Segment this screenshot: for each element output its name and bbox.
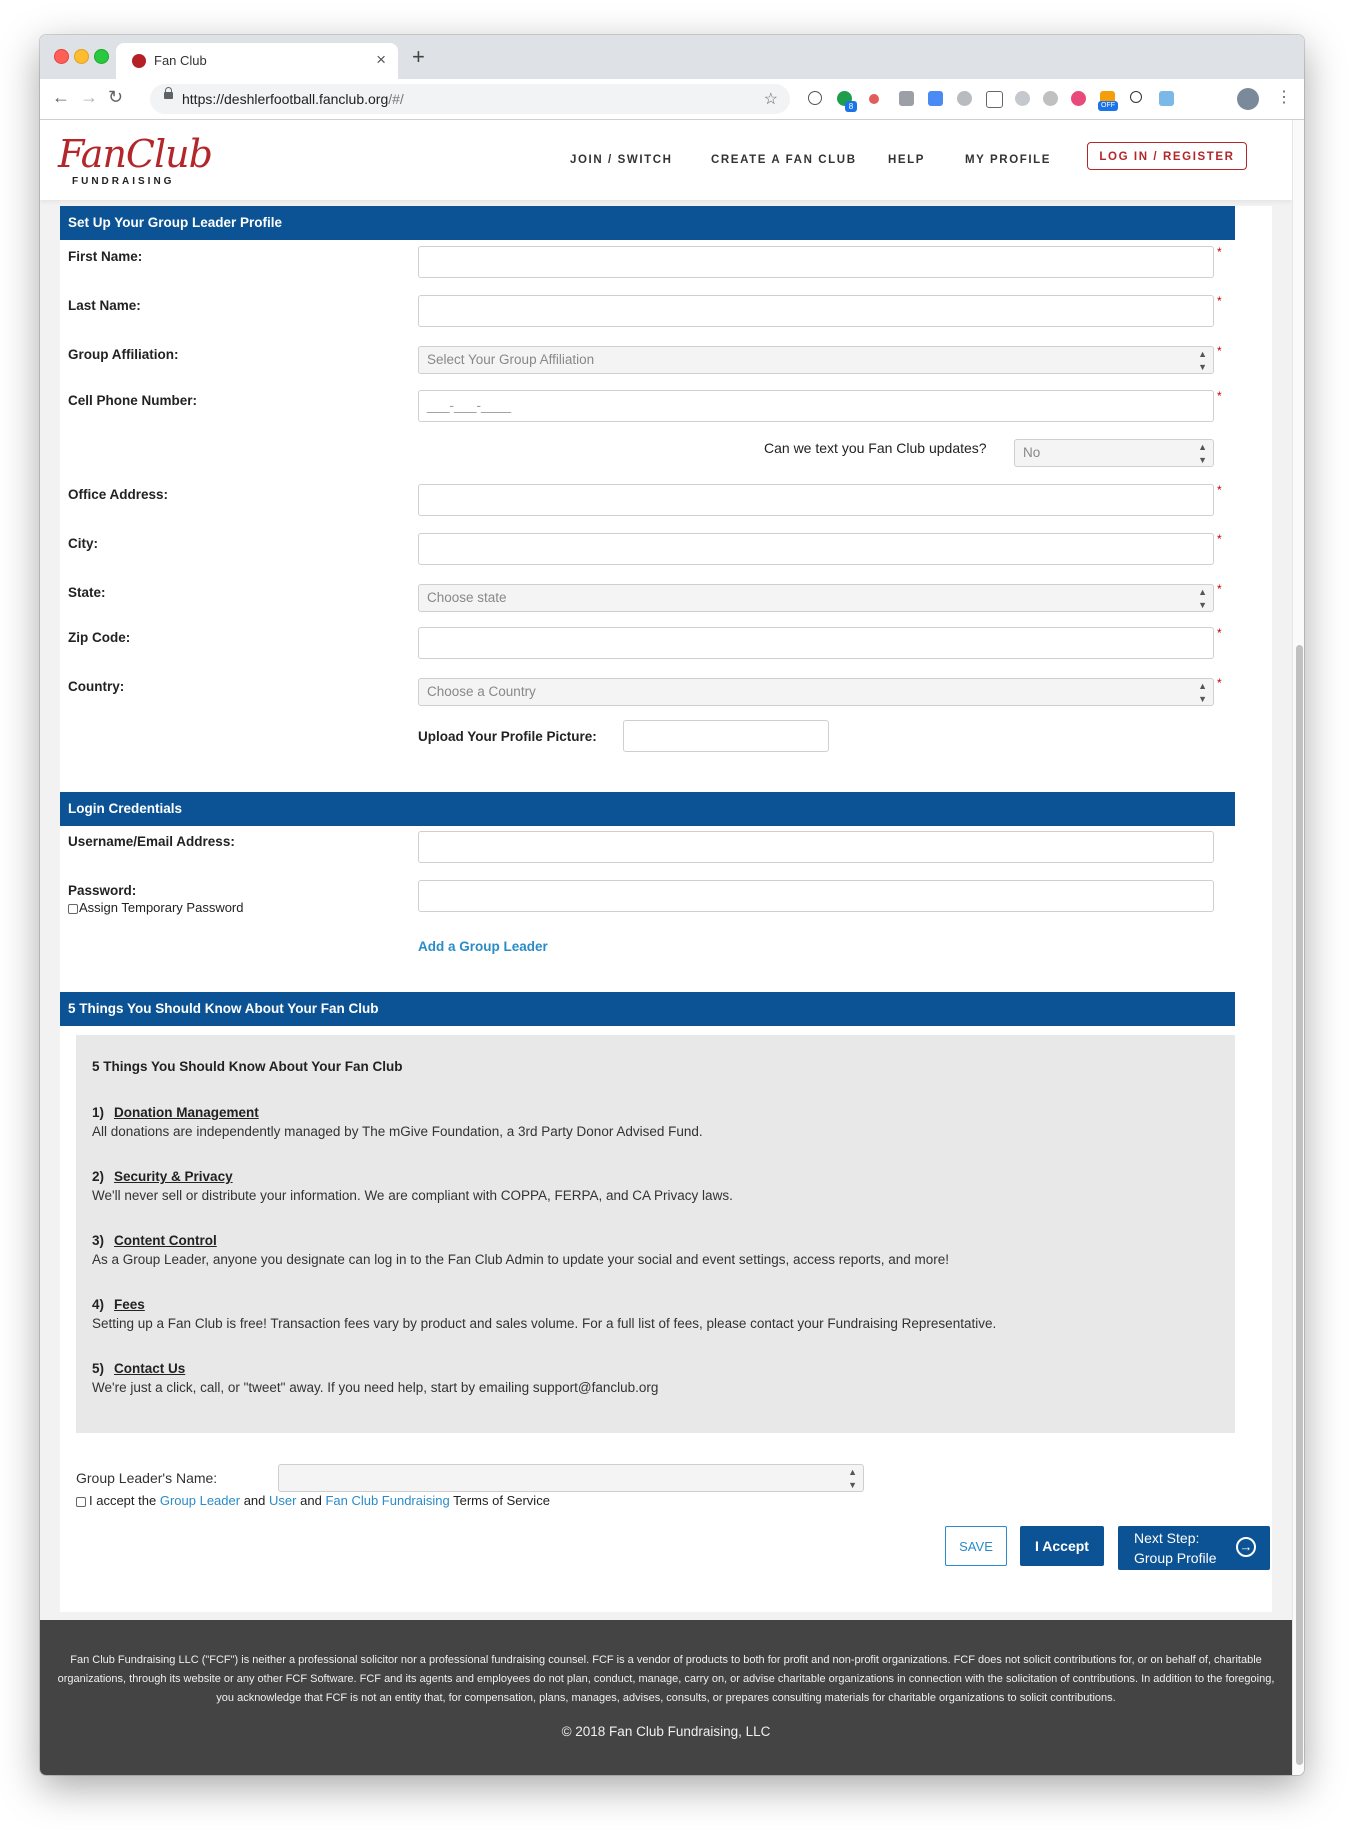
profile-section-header: Set Up Your Group Leader Profile [60, 206, 1235, 240]
maximize-window-button[interactable] [94, 49, 109, 64]
item-fees-body: Setting up a Fan Club is free! Transaction fees vary by product and sales volume. For a full list of fees, please contact your Fundraising Representative. [92, 1316, 997, 1331]
save-button[interactable]: SAVE [945, 1526, 1007, 1566]
cell-phone-label: Cell Phone Number: [68, 393, 198, 408]
skype-extension-icon[interactable] [1015, 91, 1030, 106]
required-mark: * [1217, 582, 1222, 596]
required-mark: * [1217, 245, 1222, 259]
zip-code-input[interactable] [418, 627, 1214, 659]
info-extension-icon[interactable] [808, 91, 822, 105]
browser-tab[interactable] [116, 43, 398, 79]
chrome-menu-icon[interactable]: ⋮ [1276, 89, 1292, 106]
lock-icon [164, 92, 173, 99]
url-path: /#/ [388, 91, 404, 107]
required-mark: * [1217, 344, 1222, 358]
things-info-box [76, 1035, 1235, 1433]
url-host: https://deshlerfootball.fanclub.org [182, 91, 389, 107]
country-select[interactable] [418, 678, 1214, 706]
required-mark: * [1217, 532, 1222, 546]
cell-phone-input[interactable]: ___-___-____ [418, 390, 1214, 422]
g-extension-icon[interactable] [899, 91, 914, 106]
fanclub-favicon-icon [132, 54, 146, 68]
new-tab-button[interactable]: + [412, 44, 425, 69]
last-name-label: Last Name: [68, 298, 141, 313]
asana-extension-icon[interactable] [869, 94, 879, 104]
tab-title: Fan Club [154, 53, 207, 68]
item-donation-body: All donations are independently managed by The mGive Foundation, a 3rd Party Donor Advised Fund. [92, 1124, 703, 1139]
forward-arrow-icon[interactable]: → [80, 87, 98, 107]
next-step-line2: Group Profile [1134, 1550, 1217, 1566]
site-footer [40, 1620, 1292, 1775]
ribbon-extension-icon[interactable] [1130, 91, 1142, 103]
close-tab-icon[interactable]: × [376, 50, 386, 69]
upload-picture-input[interactable] [623, 720, 829, 752]
drive-extension-icon[interactable] [957, 91, 972, 106]
state-select[interactable] [418, 584, 1214, 612]
select-arrows-icon: ▲ ▼ [848, 1467, 857, 1490]
text-updates-select[interactable] [1014, 439, 1214, 467]
username-label: Username/Email Address: [68, 834, 235, 849]
password-input[interactable] [418, 880, 1214, 912]
fcf-terms-link[interactable]: Fan Club Fundraising [325, 1493, 450, 1508]
scrollbar-thumb[interactable] [1296, 645, 1303, 1765]
nav-help[interactable]: HELP [888, 154, 926, 166]
first-name-input[interactable] [418, 246, 1214, 278]
leader-name-label: Group Leader's Name: [76, 1470, 218, 1486]
form-page [60, 206, 1272, 1612]
group-leader-terms-link[interactable]: Group Leader [159, 1493, 241, 1508]
profile-avatar-icon[interactable] [1237, 88, 1259, 110]
item-security-heading: 2) Security & Privacy [92, 1169, 233, 1184]
first-name-label: First Name: [68, 249, 143, 264]
office-address-input[interactable] [418, 484, 1214, 516]
required-mark: * [1217, 483, 1222, 497]
city-label: City: [68, 536, 98, 551]
state-placeholder: Choose state [427, 590, 507, 605]
footer-copyright: © 2018 Fan Club Fundraising, LLC [561, 1724, 771, 1739]
group-affiliation-label: Group Affiliation: [68, 347, 179, 362]
country-placeholder: Choose a Country [427, 684, 536, 699]
site-header [40, 120, 1292, 200]
item-fees-heading: 4) Fees [92, 1297, 145, 1312]
address-bar[interactable] [150, 84, 790, 114]
required-mark: * [1217, 676, 1222, 690]
add-group-leader-link[interactable]: Add a Group Leader [418, 939, 548, 954]
nav-join-switch[interactable]: JOIN / SWITCH [570, 154, 673, 166]
i-accept-button[interactable]: I Accept [1020, 1526, 1104, 1566]
back-arrow-icon[interactable]: ← [52, 87, 70, 107]
puzzle-extension-icon[interactable] [1159, 91, 1174, 106]
fanclub-logo[interactable]: FanClub [58, 132, 212, 176]
required-mark: * [1217, 389, 1222, 403]
group-affiliation-select[interactable] [418, 346, 1214, 374]
zip-code-label: Zip Code: [68, 630, 131, 645]
text-updates-value: No [1023, 445, 1041, 460]
accept-terms-text: I accept the Group Leader and User and Fan Club Fundraising Terms of Service [89, 1493, 550, 1508]
upload-picture-label: Upload Your Profile Picture: [418, 729, 597, 744]
url-text[interactable] [182, 91, 404, 107]
item-content-heading: 3) Content Control [92, 1233, 217, 1248]
minimize-window-button[interactable] [74, 49, 89, 64]
arrow-right-circle-icon: → [1236, 1537, 1256, 1557]
item-donation-heading: 1) Donation Management [92, 1105, 259, 1120]
things-section-header: 5 Things You Should Know About Your Fan Club [60, 992, 1235, 1026]
color-extension-icon[interactable] [1071, 91, 1086, 106]
info-box-title: 5 Things You Should Know About Your Fan Club [92, 1059, 403, 1074]
item-contact-heading: 5) Contact Us [92, 1361, 186, 1376]
extension-badge: 8 [845, 101, 857, 112]
username-input[interactable] [418, 831, 1214, 863]
required-mark: * [1217, 626, 1222, 640]
reload-icon[interactable]: ↻ [108, 87, 124, 107]
accept-terms-checkbox[interactable] [76, 1497, 86, 1507]
user-terms-link[interactable]: User [269, 1493, 297, 1508]
leader-name-select[interactable] [278, 1464, 864, 1492]
translate-extension-icon[interactable] [928, 91, 943, 106]
tab-strip [40, 35, 1304, 79]
group-affiliation-placeholder: Select Your Group Affiliation [427, 352, 595, 367]
footer-disclaimer: Fan Club Fundraising LLC ("FCF") is neither a professional solicitor nor a professional fundraising counsel. FCF is a vendor of products to both for profit and non-profit organizations. FCF does not solicit contributions for, or on behalf of, charitable organizations, through its website or any other FCF Software. FCF and its agents and employees do not plan, conduct, manage, carry on, or advise charitable organizations in connection with the solicitation of contributions. In addition to the foregoing, you acknowledge that FCF is not an entity that, for compensation, plans, manages, advises, consults, or prepares consulting materials for charitable organizations to solicit contributions. [57, 1654, 1275, 1704]
office-address-label: Office Address: [68, 487, 169, 502]
select-arrows-icon: ▲ ▼ [1198, 587, 1207, 610]
circle-extension-icon[interactable] [1043, 91, 1058, 106]
password-label: Password: [68, 883, 137, 898]
item-content-body: As a Group Leader, anyone you designate can log in to the Fan Club Admin to update your social and event settings, access reports, and more! [92, 1252, 950, 1267]
select-arrows-icon: ▲ ▼ [1198, 349, 1207, 372]
item-contact-body: We're just a click, call, or "tweet" away. If you need help, start by emailing support@fanclub.org [92, 1380, 659, 1395]
last-name-input[interactable] [418, 295, 1214, 327]
select-arrows-icon: ▲ ▼ [1198, 681, 1207, 704]
state-label: State: [68, 585, 106, 600]
login-section-header: Login Credentials [60, 792, 1235, 826]
select-arrows-icon: ▲ ▼ [1198, 442, 1207, 465]
next-step-line1: Next Step: [1134, 1530, 1200, 1546]
next-step-button[interactable] [1118, 1526, 1270, 1570]
bookmark-star-icon[interactable]: ☆ [763, 91, 778, 108]
page-scrollbar[interactable] [1292, 120, 1304, 1775]
nav-my-profile[interactable]: MY PROFILE [965, 154, 1052, 166]
text-updates-label: Can we text you Fan Club updates? [764, 440, 987, 456]
off-badge: OFF [1098, 101, 1118, 111]
browser-window [40, 35, 1304, 1775]
required-mark: * [1217, 294, 1222, 308]
temp-password-checkbox[interactable] [68, 904, 78, 914]
logo-subtitle: FUNDRAISING [72, 176, 175, 187]
browser-toolbar [40, 79, 1304, 120]
close-window-button[interactable] [54, 49, 69, 64]
city-input[interactable] [418, 533, 1214, 565]
page-viewport [40, 120, 1292, 1775]
item-security-body: We'll never sell or distribute your information. We are compliant with COPPA, FERPA, and CA Privacy laws. [92, 1188, 733, 1203]
cast-icon[interactable] [986, 91, 1003, 108]
login-register-button[interactable]: LOG IN / REGISTER [1087, 142, 1247, 170]
country-label: Country: [68, 679, 125, 694]
nav-create-fan-club[interactable]: CREATE A FAN CLUB [711, 154, 857, 166]
temp-password-label: Assign Temporary Password [79, 900, 244, 915]
